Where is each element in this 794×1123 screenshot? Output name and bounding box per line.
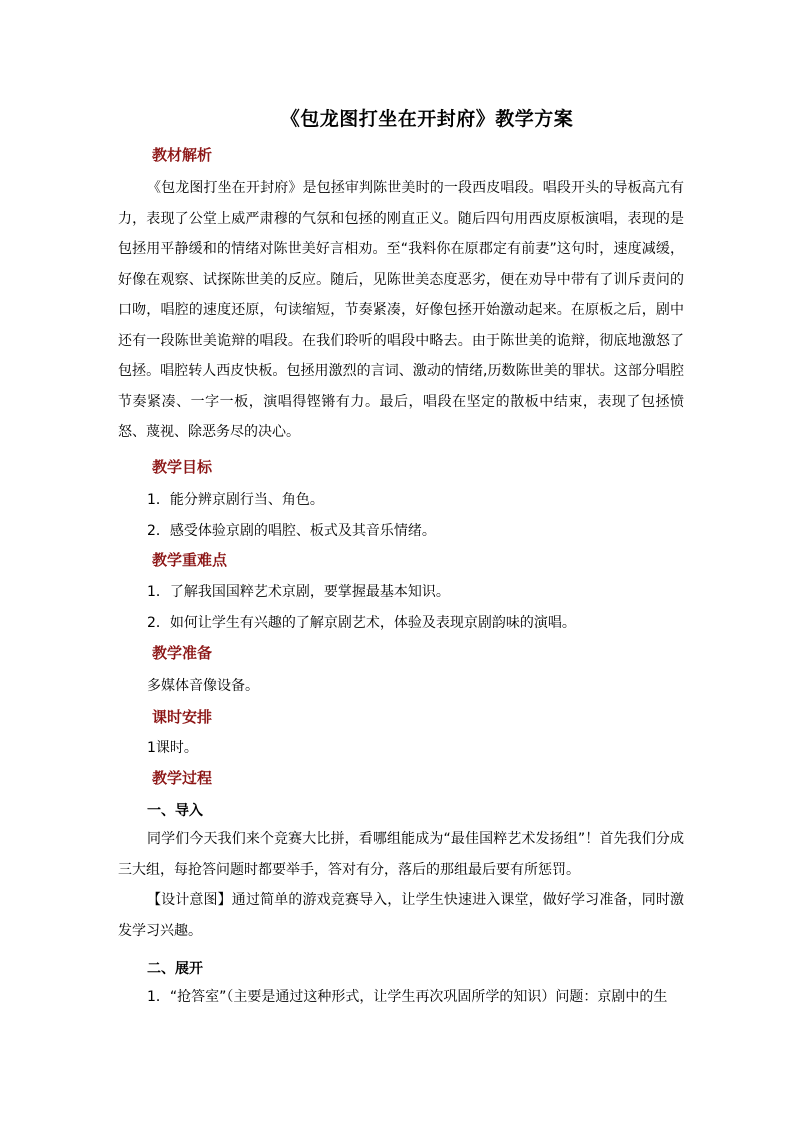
heading-analysis: 教材解析 — [152, 146, 213, 164]
heading-expand: 二、展开 — [147, 961, 203, 977]
key-point-1: 1．了解我国国粹艺术京剧，要掌握最基本知识。 — [147, 584, 450, 600]
key-point-2: 2．如何让学生有兴趣的了解京剧艺术，体验及表现京剧韵味的演唱。 — [147, 615, 576, 631]
expand-paragraph: 1．“抢答室”（主要是通过这种形式，让学生再次巩固所学的知识）问题：京剧中的生 — [147, 989, 668, 1005]
page-title: 《包龙图打坐在开封府》教学方案 — [280, 108, 574, 130]
heading-intro: 一、导入 — [147, 803, 203, 819]
heading-goals: 教学目标 — [152, 458, 213, 476]
heading-process: 教学过程 — [152, 769, 213, 787]
heading-preparation: 教学准备 — [152, 644, 213, 662]
hours-text: 1课时。 — [147, 740, 198, 756]
intro-paragraph: 同学们今天我们来个竞赛大比拼，看哪组能成为“最佳国粹艺术发扬组”！首先我们分成三大组，每抢答问题时都要举手，答对有分，落后的那组最后要有所惩罚。 — [118, 831, 684, 878]
heading-key-points: 教学重难点 — [152, 551, 228, 569]
heading-hours: 课时安排 — [152, 708, 213, 726]
intro-design-paragraph: 【设计意图】通过简单的游戏竞赛导入，让学生快速进入课堂，做好学习准备，同时激发学习兴趣。 — [118, 892, 684, 939]
goal-item-1: 1．能分辨京剧行当、角色。 — [147, 492, 324, 508]
analysis-paragraph: 《包龙图打坐在开封府》是包拯审判陈世美时的一段西皮唱段。唱段开头的导板高亢有力，表现了公堂上威严肃穆的气氛和包拯的刚直正义。随后四句用西皮原板演唱，表现的是包拯用平静缓和的情绪对陈世美好言相劝。至“我料你在原郡定有前妻”这句时，速度减缓，好像在观察、试探陈世美的反应。随后，见陈世美态度恶劣，便在劝导中带有了训斥责问的口吻，唱腔的速度还原，句读缩短，节奏紧凑，好像包拯开始激动起来。在原板之后，剧中还有一段陈世美诡辩的唱段。在我们聆听的唱段中略去。由于陈世美的诡辩，彻底地激怒了包拯。唱腔转人西皮快板。包拯用激烈的言词、激动的情绪,历数陈世美的罪状。这部分唱腔节奏紧凑、一字一板，演唱得铿锵有力。最后，唱段在坚定的散板中结束，表现了包拯愤怒、蔑视、除恶务尽的决心。 — [118, 180, 684, 440]
preparation-text: 多媒体音像设备。 — [147, 678, 259, 694]
goal-item-2: 2．感受体验京剧的唱腔、板式及其音乐情绪。 — [147, 523, 436, 539]
